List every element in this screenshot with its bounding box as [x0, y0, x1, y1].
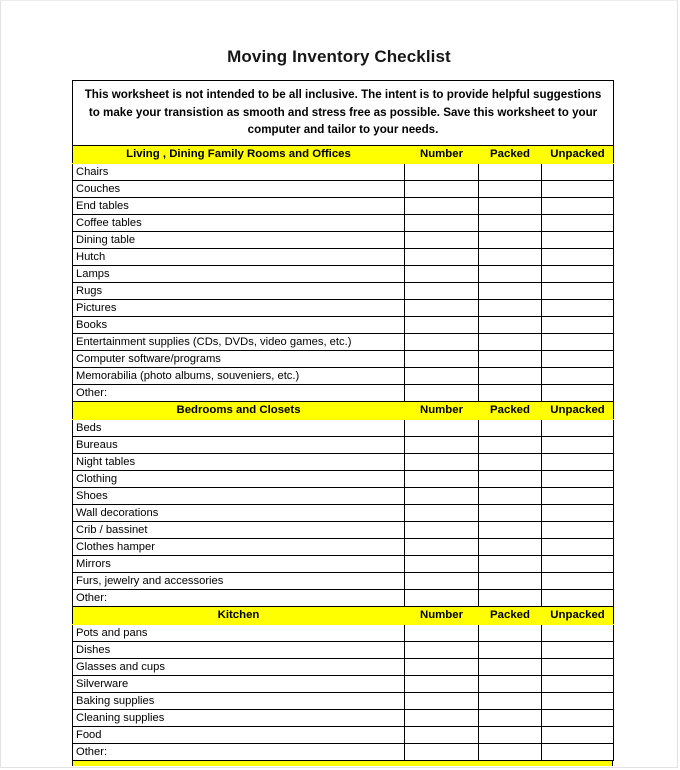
packed-cell[interactable] — [479, 231, 542, 248]
number-cell[interactable] — [405, 419, 479, 436]
number-cell[interactable] — [405, 521, 479, 538]
number-cell[interactable] — [405, 436, 479, 453]
packed-cell[interactable] — [479, 384, 542, 401]
unpacked-cell[interactable] — [542, 265, 614, 282]
unpacked-cell[interactable] — [542, 248, 614, 265]
item-label: Baking supplies — [73, 692, 405, 709]
unpacked-cell[interactable] — [542, 282, 614, 299]
item-label: Chairs — [73, 163, 405, 180]
item-label: Glasses and cups — [73, 658, 405, 675]
number-cell[interactable] — [405, 555, 479, 572]
item-label: Books — [73, 316, 405, 333]
table-row — [73, 504, 614, 521]
item-label: Lamps — [73, 265, 405, 282]
number-cell[interactable] — [405, 163, 479, 180]
unpacked-cell[interactable] — [542, 163, 614, 180]
unpacked-cell[interactable] — [542, 197, 614, 214]
unpacked-cell[interactable] — [542, 743, 614, 760]
packed-cell[interactable] — [479, 197, 542, 214]
table-row — [73, 658, 614, 675]
number-cell[interactable] — [405, 214, 479, 231]
page-title: Moving Inventory Checklist — [227, 47, 451, 66]
column-header-number: Number — [405, 145, 479, 163]
section-header-row — [73, 606, 614, 624]
packed-cell[interactable] — [479, 350, 542, 367]
unpacked-cell[interactable] — [542, 470, 614, 487]
number-cell[interactable] — [405, 316, 479, 333]
unpacked-cell[interactable] — [542, 180, 614, 197]
item-label: End tables — [73, 197, 405, 214]
unpacked-cell[interactable] — [542, 675, 614, 692]
unpacked-cell[interactable] — [542, 436, 614, 453]
unpacked-cell[interactable] — [542, 641, 614, 658]
number-cell[interactable] — [405, 641, 479, 658]
table-row — [73, 299, 614, 316]
table-row — [73, 453, 614, 470]
checklist-sheet — [72, 80, 613, 766]
column-header-number: Number — [405, 606, 479, 624]
unpacked-cell[interactable] — [542, 504, 614, 521]
number-cell[interactable] — [405, 248, 479, 265]
packed-cell[interactable] — [479, 487, 542, 504]
packed-cell[interactable] — [479, 248, 542, 265]
number-cell[interactable] — [405, 197, 479, 214]
number-cell[interactable] — [405, 572, 479, 589]
packed-cell[interactable] — [479, 453, 542, 470]
number-cell[interactable] — [405, 453, 479, 470]
table-row — [73, 248, 614, 265]
section-title: Kitchen — [73, 606, 405, 624]
section-header-row — [73, 145, 614, 163]
table-row — [73, 624, 614, 641]
item-label: Furs, jewelry and accessories — [73, 572, 405, 589]
table-row — [73, 675, 614, 692]
unpacked-cell[interactable] — [542, 521, 614, 538]
unpacked-cell[interactable] — [542, 538, 614, 555]
column-header-number: Number — [405, 401, 479, 419]
unpacked-cell[interactable] — [542, 316, 614, 333]
packed-cell[interactable] — [479, 265, 542, 282]
item-label: Other: — [73, 589, 405, 606]
item-label: Coffee tables — [73, 214, 405, 231]
number-cell[interactable] — [405, 675, 479, 692]
table-row — [73, 350, 614, 367]
packed-cell[interactable] — [479, 538, 542, 555]
table-row — [73, 743, 614, 760]
number-cell[interactable] — [405, 470, 479, 487]
unpacked-cell[interactable] — [542, 709, 614, 726]
item-label: Entertainment supplies (CDs, DVDs, video games, etc.) — [73, 333, 405, 350]
number-cell[interactable] — [405, 589, 479, 606]
table-row — [73, 231, 614, 248]
packed-cell[interactable] — [479, 743, 542, 760]
unpacked-cell[interactable] — [542, 367, 614, 384]
packed-cell[interactable] — [479, 658, 542, 675]
table-row — [73, 333, 614, 350]
table-row — [73, 726, 614, 743]
packed-cell[interactable] — [479, 521, 542, 538]
item-label: Food — [73, 726, 405, 743]
section-title: Living , Dining Family Rooms and Offices — [73, 145, 405, 163]
number-cell[interactable] — [405, 265, 479, 282]
number-cell[interactable] — [405, 350, 479, 367]
table-row — [73, 384, 614, 401]
number-cell[interactable] — [405, 384, 479, 401]
item-label: Beds — [73, 419, 405, 436]
item-label: Shoes — [73, 487, 405, 504]
table-row — [73, 197, 614, 214]
number-cell[interactable] — [405, 658, 479, 675]
packed-cell[interactable] — [479, 555, 542, 572]
table-body — [73, 81, 614, 761]
table-row — [73, 436, 614, 453]
table-row — [73, 419, 614, 436]
table-row — [73, 555, 614, 572]
item-label: Memorabilia (photo albums, souveniers, etc.) — [73, 367, 405, 384]
next-section-cutoff-strip — [72, 761, 613, 766]
packed-cell[interactable] — [479, 436, 542, 453]
item-label: Crib / bassinet — [73, 521, 405, 538]
unpacked-cell[interactable] — [542, 624, 614, 641]
item-label: Dishes — [73, 641, 405, 658]
section-header-row — [73, 401, 614, 419]
unpacked-cell[interactable] — [542, 350, 614, 367]
item-label: Computer software/programs — [73, 350, 405, 367]
intro-text: This worksheet is not intended to be all inclusive. The intent is to provide helpful suggestions to make your transistion as smooth and stress free as possible. Save this worksheet to your computer and tailor to your needs. — [73, 81, 614, 146]
table-row — [73, 641, 614, 658]
unpacked-cell[interactable] — [542, 384, 614, 401]
unpacked-cell[interactable] — [542, 299, 614, 316]
item-label: Couches — [73, 180, 405, 197]
intro-row — [73, 81, 614, 146]
packed-cell[interactable] — [479, 726, 542, 743]
column-header-packed: Packed — [479, 606, 542, 624]
number-cell[interactable] — [405, 367, 479, 384]
section-title: Bedrooms and Closets — [73, 401, 405, 419]
number-cell[interactable] — [405, 333, 479, 350]
table-row — [73, 487, 614, 504]
unpacked-cell[interactable] — [542, 453, 614, 470]
packed-cell[interactable] — [479, 282, 542, 299]
unpacked-cell[interactable] — [542, 419, 614, 436]
item-label: Pots and pans — [73, 624, 405, 641]
unpacked-cell[interactable] — [542, 333, 614, 350]
number-cell[interactable] — [405, 743, 479, 760]
item-label: Wall decorations — [73, 504, 405, 521]
table-row — [73, 692, 614, 709]
packed-cell[interactable] — [479, 675, 542, 692]
number-cell[interactable] — [405, 624, 479, 641]
packed-cell[interactable] — [479, 333, 542, 350]
packed-cell[interactable] — [479, 709, 542, 726]
inventory-table — [72, 80, 614, 761]
item-label: Hutch — [73, 248, 405, 265]
table-row — [73, 470, 614, 487]
unpacked-cell[interactable] — [542, 231, 614, 248]
unpacked-cell[interactable] — [542, 589, 614, 606]
table-row — [73, 282, 614, 299]
item-label: Other: — [73, 743, 405, 760]
table-row — [73, 589, 614, 606]
table-row — [73, 214, 614, 231]
packed-cell[interactable] — [479, 163, 542, 180]
table-row — [73, 538, 614, 555]
number-cell[interactable] — [405, 538, 479, 555]
unpacked-cell[interactable] — [542, 555, 614, 572]
item-label: Night tables — [73, 453, 405, 470]
packed-cell[interactable] — [479, 419, 542, 436]
number-cell[interactable] — [405, 709, 479, 726]
item-label: Mirrors — [73, 555, 405, 572]
number-cell[interactable] — [405, 282, 479, 299]
table-row — [73, 265, 614, 282]
table-row — [73, 163, 614, 180]
number-cell[interactable] — [405, 692, 479, 709]
number-cell[interactable] — [405, 504, 479, 521]
column-header-packed: Packed — [479, 401, 542, 419]
unpacked-cell[interactable] — [542, 572, 614, 589]
table-row — [73, 521, 614, 538]
item-label: Bureaus — [73, 436, 405, 453]
item-label: Clothes hamper — [73, 538, 405, 555]
table-row — [73, 180, 614, 197]
unpacked-cell[interactable] — [542, 658, 614, 675]
table-row — [73, 367, 614, 384]
unpacked-cell[interactable] — [542, 214, 614, 231]
packed-cell[interactable] — [479, 504, 542, 521]
packed-cell[interactable] — [479, 641, 542, 658]
column-header-unpacked: Unpacked — [542, 401, 614, 419]
item-label: Rugs — [73, 282, 405, 299]
packed-cell[interactable] — [479, 572, 542, 589]
number-cell[interactable] — [405, 299, 479, 316]
packed-cell[interactable] — [479, 214, 542, 231]
packed-cell[interactable] — [479, 624, 542, 641]
table-row — [73, 709, 614, 726]
item-label: Other: — [73, 384, 405, 401]
table-row — [73, 572, 614, 589]
number-cell[interactable] — [405, 231, 479, 248]
packed-cell[interactable] — [479, 316, 542, 333]
item-label: Cleaning supplies — [73, 709, 405, 726]
column-header-unpacked: Unpacked — [542, 606, 614, 624]
number-cell[interactable] — [405, 487, 479, 504]
unpacked-cell[interactable] — [542, 487, 614, 504]
packed-cell[interactable] — [479, 692, 542, 709]
packed-cell[interactable] — [479, 299, 542, 316]
number-cell[interactable] — [405, 726, 479, 743]
item-label: Silverware — [73, 675, 405, 692]
packed-cell[interactable] — [479, 180, 542, 197]
packed-cell[interactable] — [479, 589, 542, 606]
item-label: Clothing — [73, 470, 405, 487]
table-row — [73, 316, 614, 333]
column-header-unpacked: Unpacked — [542, 145, 614, 163]
unpacked-cell[interactable] — [542, 692, 614, 709]
packed-cell[interactable] — [479, 470, 542, 487]
column-header-packed: Packed — [479, 145, 542, 163]
item-label: Pictures — [73, 299, 405, 316]
packed-cell[interactable] — [479, 367, 542, 384]
item-label: Dining table — [73, 231, 405, 248]
number-cell[interactable] — [405, 180, 479, 197]
unpacked-cell[interactable] — [542, 726, 614, 743]
